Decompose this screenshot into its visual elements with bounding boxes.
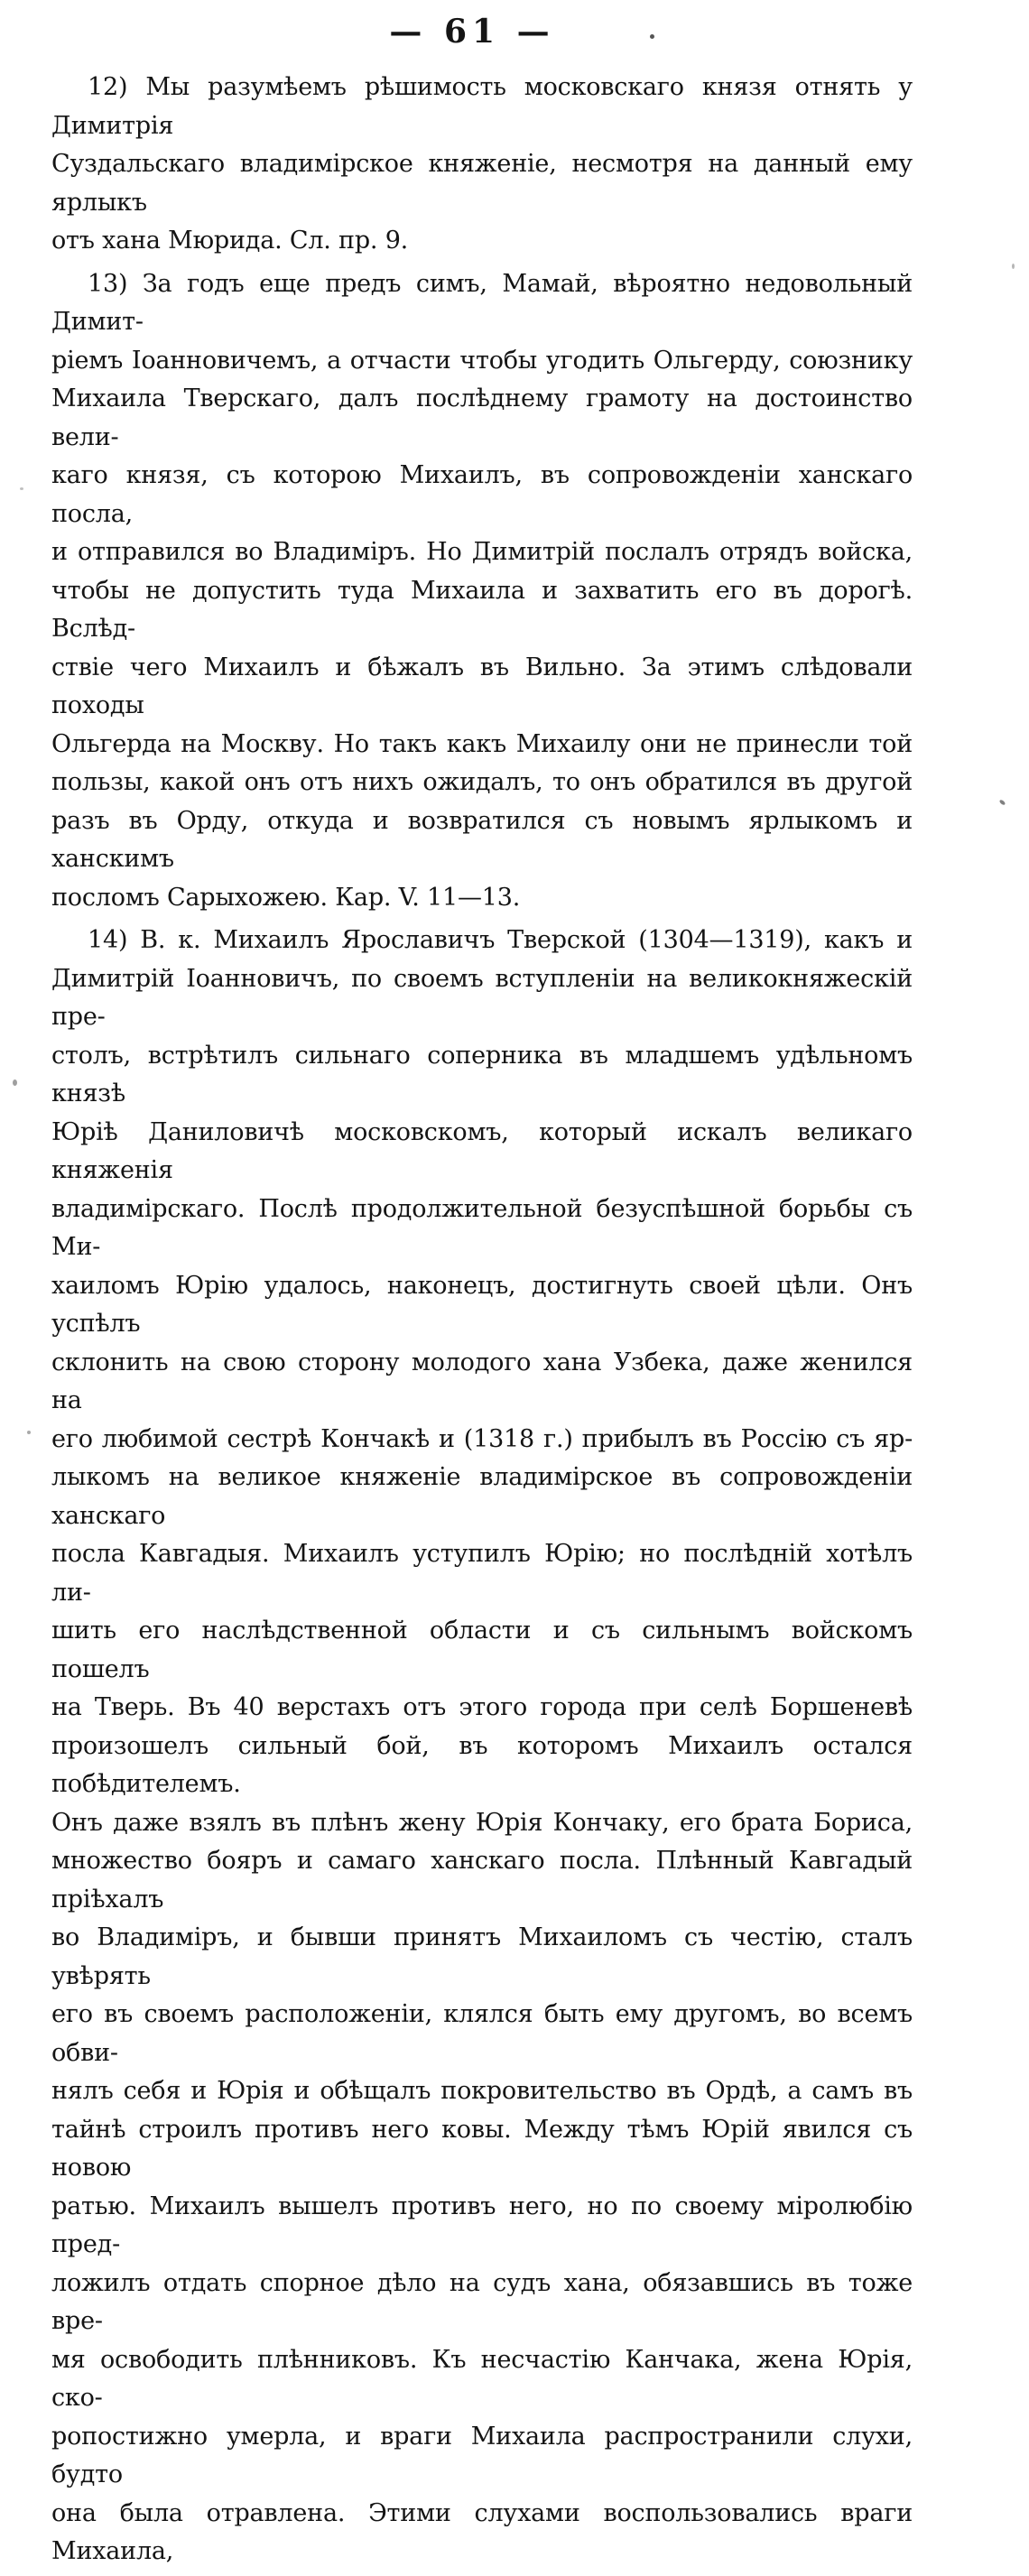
text-line: отъ хана Мюрида. Сл. пр. 9. (51, 227, 409, 255)
text-block (51, 69, 913, 2576)
scan-speck (650, 34, 654, 39)
text-line: Суздальскаго владимірское княженіе, несмотря на данный ему ярлыкъ (51, 150, 913, 217)
scan-speck (1012, 264, 1015, 269)
text-line: множество бояръ и самаго ханскаго посла. Плѣнный Кавгадый пріѣхалъ (51, 1847, 913, 1913)
text-line: пользы, какой онъ отъ нихъ ожидалъ, то онъ обратился въ другой (51, 768, 913, 796)
text-line: хаиломъ Юрію удалось, наконецъ, достигнуть своей цѣли. Онъ успѣлъ (51, 1271, 913, 1338)
paragraph (51, 265, 913, 918)
text-line: 14) В. к. Михаилъ Ярославичъ Тверской (1304—1319), какъ и (88, 926, 913, 954)
text-line: каго князя, съ которою Михаилъ, въ сопровожденіи ханскаго посла, (51, 461, 913, 528)
text-line: она была отравлена. Этими слухами воспользовались враги Михаила, (51, 2498, 913, 2565)
text-line: его любимой сестрѣ Кончакѣ и (1318 г.) прибылъ въ Россію съ яр- (51, 1424, 913, 1453)
text-line: ропостижно умерла, и враги Михаила распространили слухи, будто (51, 2422, 913, 2488)
text-line: посла Кавгадыя. Михаилъ уступилъ Юрію; но послѣдній хотѣлъ ли- (51, 1540, 913, 1607)
text-line: нялъ себя и Юрія и обѣщалъ покровительство въ Ордѣ, а самъ въ (51, 2077, 913, 2105)
text-line: разъ въ Орду, откуда и возвратился съ новымъ ярлыкомъ и ханскимъ (51, 806, 913, 873)
text-line: тайнѣ строилъ противъ него ковы. Между тѣмъ Юрій явился съ новою (51, 2115, 913, 2182)
text-line: произошелъ сильный бой, въ которомъ Михаилъ остался побѣдителемъ. (51, 1731, 913, 1798)
text-line: ріемъ Іоанновичемъ, а отчасти чтобы угодить Ольгерду, союзнику (51, 346, 913, 375)
text-line: мя освободить плѣнниковъ. Къ несчастію Канчака, жена Юрія, ско- (51, 2345, 913, 2412)
paragraph (51, 69, 913, 261)
scan-speck (999, 799, 1006, 806)
text-line: Димитрій Іоанновичъ, по своемъ вступленіи на великокняжескій пре- (51, 964, 913, 1031)
text-line: шить его наслѣдственной области и съ сильнымъ войскомъ пошелъ (51, 1617, 913, 1683)
text-line: во Владиміръ, и бывши принятъ Михаиломъ съ честію, сталъ увѣрять (51, 1923, 913, 1990)
scan-speck (20, 487, 23, 490)
text-line: Онъ даже взялъ въ плѣнъ жену Юрія Кончаку, его брата Бориса, (51, 1808, 913, 1837)
text-line: ратью. Михаилъ вышелъ противъ него, но по своему міролюбію пред- (51, 2191, 913, 2258)
text-line: посломъ Сарыхожею. Кар. V. 11—13. (51, 883, 521, 912)
text-line: склонить на свою сторону молодого хана Узбека, даже женился на (51, 1348, 913, 1414)
text-line: 12) Мы разумѣемъ рѣшимость московскаго князя отнять у Димитрія (51, 73, 913, 140)
text-line: владимірскаго. Послѣ продолжительной безуспѣшной борьбы съ Ми- (51, 1194, 913, 1261)
text-line: ствіе чего Михаилъ и бѣжалъ въ Вильно. За этимъ слѣдовали походы (51, 653, 913, 719)
text-line: 13) За годъ еще предъ симъ, Мамай, вѣроятно недовольный Димит- (51, 269, 913, 336)
text-line: и отправился во Владиміръ. Но Димитрій послалъ отрядъ войска, (51, 538, 913, 566)
text-line: лыкомъ на великое княженіе владимірское въ сопровожденіи ханскаго (51, 1463, 913, 1530)
text-line: на Тверь. Въ 40 верстахъ отъ этого города при селѣ Боршеневѣ (51, 1693, 913, 1721)
text-line: Ольгерда на Москву. Но такъ какъ Михаилу они не принесли той (51, 729, 913, 758)
text-line: столъ, встрѣтилъ сильнаго соперника въ младшемъ удѣльномъ князѣ (51, 1041, 913, 1107)
text-line: Юріѣ Даниловичѣ московскомъ, который искалъ великаго княженія (51, 1117, 913, 1184)
scan-speck (13, 1080, 17, 1086)
page-number: — 61 — (389, 13, 555, 51)
text-line: Михаила Тверскаго, далъ послѣднему грамоту на достоинство вели- (51, 385, 913, 451)
scan-speck (27, 1431, 31, 1434)
text-line: ложилъ отдать спорное дѣло на судъ хана, обязавшись въ тоже вре- (51, 2268, 913, 2335)
paragraph (51, 922, 913, 2571)
text-line: чтобы не допустить туда Михаила и захватить его въ дорогѣ. Вслѣд- (51, 576, 913, 643)
text-line: его въ своемъ расположеніи, клялся быть ему другомъ, во всемъ обви- (51, 2000, 913, 2067)
